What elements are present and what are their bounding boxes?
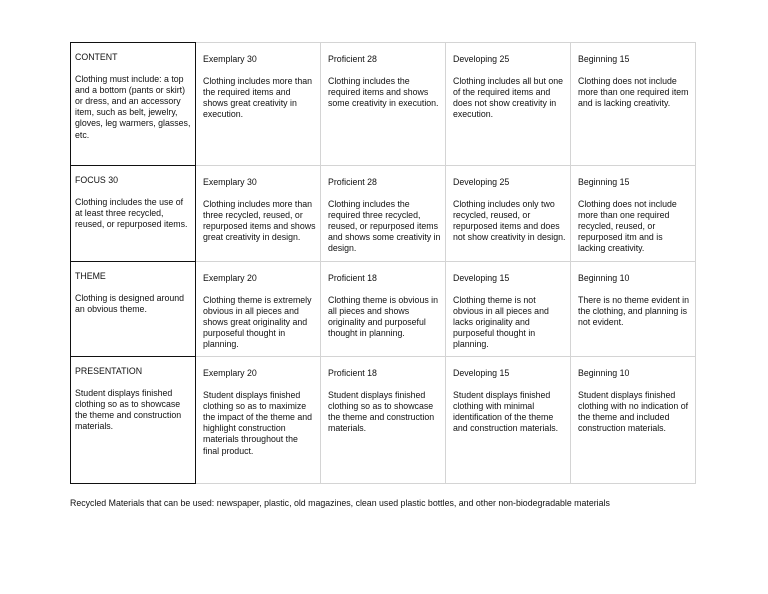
level-description: Student displays finished clothing with no indication of the theme and included construction materials.	[578, 390, 689, 434]
level-description: Clothing includes more than the required items and shows great creativity in execution.	[203, 76, 313, 120]
level-cell-beginning	[571, 357, 696, 484]
level-title: Proficient 18	[328, 368, 377, 378]
level-title: Exemplary 30	[203, 54, 257, 64]
criterion-cell-content	[70, 42, 196, 166]
level-description: There is no theme evident in the clothing, and planning is not evident.	[578, 295, 690, 328]
level-cell-developing	[446, 42, 571, 166]
level-cell-developing	[446, 262, 571, 357]
level-description: Clothing includes only two recycled, reused, or repurposed items and does not show creativity in design.	[453, 199, 566, 243]
level-title: Developing 15	[453, 273, 510, 283]
level-description: Clothing includes the required items and shows some creativity in execution.	[328, 76, 439, 109]
level-description: Clothing does not include more than one required recycled, reused, or repurposed itm and is lacking creativity.	[578, 199, 677, 254]
level-title: Exemplary 20	[203, 273, 257, 283]
level-title: Proficient 18	[328, 273, 377, 283]
level-cell-exemplary	[196, 42, 321, 166]
level-title: Exemplary 20	[203, 368, 257, 378]
level-cell-proficient	[321, 262, 446, 357]
level-description: Student displays finished clothing so as to showcase the theme and construction materials.	[328, 390, 435, 434]
criterion-cell-presentation	[70, 357, 196, 484]
criterion-cell-theme	[70, 262, 196, 357]
level-cell-beginning	[571, 42, 696, 166]
level-description: Clothing includes the required three recycled, reused, or repurposed items and shows some creativity in design.	[328, 199, 441, 254]
criterion-description: Clothing is designed around an obvious theme.	[75, 293, 185, 315]
level-title: Beginning 15	[578, 177, 630, 187]
level-description: Clothing does not include more than one required item and is lacking creativity.	[578, 76, 689, 109]
level-cell-exemplary	[196, 166, 321, 262]
level-cell-proficient	[321, 357, 446, 484]
level-description: Clothing theme is obvious in all pieces and shows originality and purposeful thought in planning.	[328, 295, 439, 339]
level-description: Clothing theme is extremely obvious in all pieces and shows great originality and purposeful thought in planning.	[203, 295, 312, 350]
level-description: Clothing includes all but one of the required items and does not show creativity in execution.	[453, 76, 564, 120]
level-description: Student displays finished clothing with minimal identification of the theme and construction materials.	[453, 390, 559, 434]
level-cell-proficient	[321, 42, 446, 166]
level-cell-beginning	[571, 262, 696, 357]
level-title: Proficient 28	[328, 177, 377, 187]
level-title: Developing 25	[453, 177, 510, 187]
criterion-description: Clothing includes the use of at least three recycled, reused, or repurposed items.	[75, 197, 188, 230]
level-title: Proficient 28	[328, 54, 377, 64]
level-title: Developing 25	[453, 54, 510, 64]
level-title: Developing 15	[453, 368, 510, 378]
recycled-materials-note: Recycled Materials that can be used: newspaper, plastic, old magazines, clean used plastic bottles, and other non-biodegradable materials	[70, 498, 610, 508]
criterion-title: PRESENTATION	[75, 366, 143, 376]
criterion-cell-focus	[70, 166, 196, 262]
criterion-title: THEME	[75, 271, 106, 281]
level-description: Clothing includes more than three recycled, reused, or repurposed items and shows great creativity in design.	[203, 199, 316, 243]
level-cell-developing	[446, 166, 571, 262]
level-description: Student displays finished clothing so as to maximize the impact of the theme and highlight construction materials throughout the final product.	[203, 390, 313, 456]
level-cell-developing	[446, 357, 571, 484]
criterion-title: CONTENT	[75, 52, 118, 62]
level-cell-exemplary	[196, 357, 321, 484]
level-cell-proficient	[321, 166, 446, 262]
rubric-table	[70, 42, 696, 484]
level-cell-beginning	[571, 166, 696, 262]
level-title: Beginning 10	[578, 273, 630, 283]
level-title: Exemplary 30	[203, 177, 257, 187]
level-title: Beginning 10	[578, 368, 630, 378]
criterion-title: FOCUS 30	[75, 175, 119, 185]
level-cell-exemplary	[196, 262, 321, 357]
level-description: Clothing theme is not obvious in all pieces and lacks originality and purposeful thought in planning.	[453, 295, 549, 350]
criterion-description: Student displays finished clothing so as to showcase the theme and construction materials.	[75, 388, 182, 432]
level-title: Beginning 15	[578, 54, 630, 64]
criterion-description: Clothing must include: a top and a bottom (pants or skirt) or dress, and an accessory item, such as belt, jewelry, gloves, leg warmers, glasses, etc.	[75, 74, 191, 140]
